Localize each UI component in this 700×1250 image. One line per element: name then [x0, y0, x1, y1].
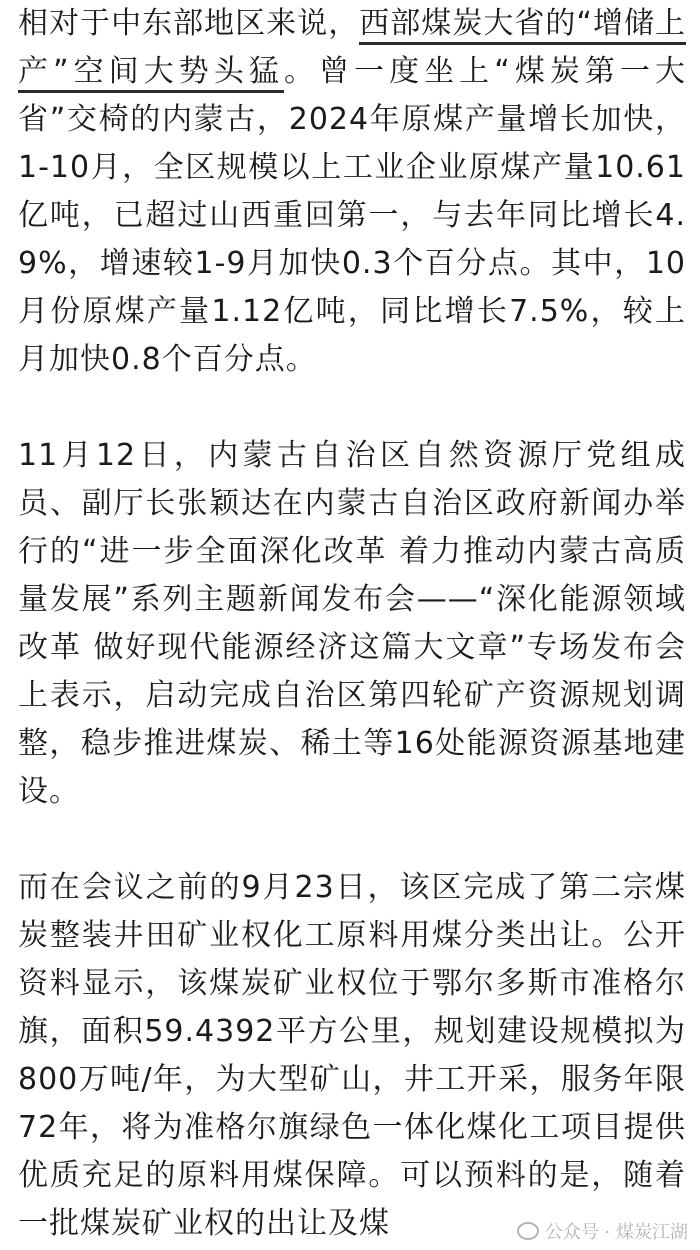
paragraph-1-body: 。曾一度坐上“煤炭第一大省”交椅的内蒙古，2024年原煤产量增长加快，1-10月，全区规模以上工业企业原煤产量10.61亿吨，已超过山西重回第一，与去年同比增长4.9%，增速较1-9月加快0.3个百分点。其中，10月份原煤产量1.12亿吨，同比增长7.5%，较上月加快0.8个百分点。	[18, 54, 687, 377]
paragraph-3: 而在会议之前的9月23日，该区完成了第二宗煤炭整装井田矿业权化工原料用煤分类出让。公开资料显示，该煤炭矿业权位于鄂尔多斯市准格尔旗，面积59.4392平方公里，规划建设规模拟为800万吨/年，为大型矿山，井工开采，服务年限72年，将为准格尔旗绿色一体化煤化工项目提供优质充足的原料用煤保障。可以预料的是，随着一批煤炭矿业权的出让及煤	[18, 870, 686, 1241]
underlined-highlight: 西部煤炭大省的“增储上产”空间大势头猛	[18, 6, 686, 93]
paragraph-1	[18, 0, 686, 384]
watermark-text: 公众号 · 煤炭江湖	[544, 1222, 688, 1243]
paragraph-2: 11月12日，内蒙古自治区自然资源厅党组成员、副厅长张颖达在内蒙古自治区政府新闻办举行的“进一步全面深化改革 着力推动内蒙古高质量发展”系列主题新闻发布会——“深化能源领域改革 做好现代能源经济这篇大文章”专场发布会上表示，启动完成自治区第四轮矿产资源规划调整，稳步推进煤炭、稀土等16处能源资源基地建设。	[18, 438, 686, 809]
paragraph-1-intro: 相对于中东部地区来说，	[18, 6, 360, 41]
wechat-icon	[517, 1222, 539, 1240]
watermark	[517, 1218, 688, 1244]
